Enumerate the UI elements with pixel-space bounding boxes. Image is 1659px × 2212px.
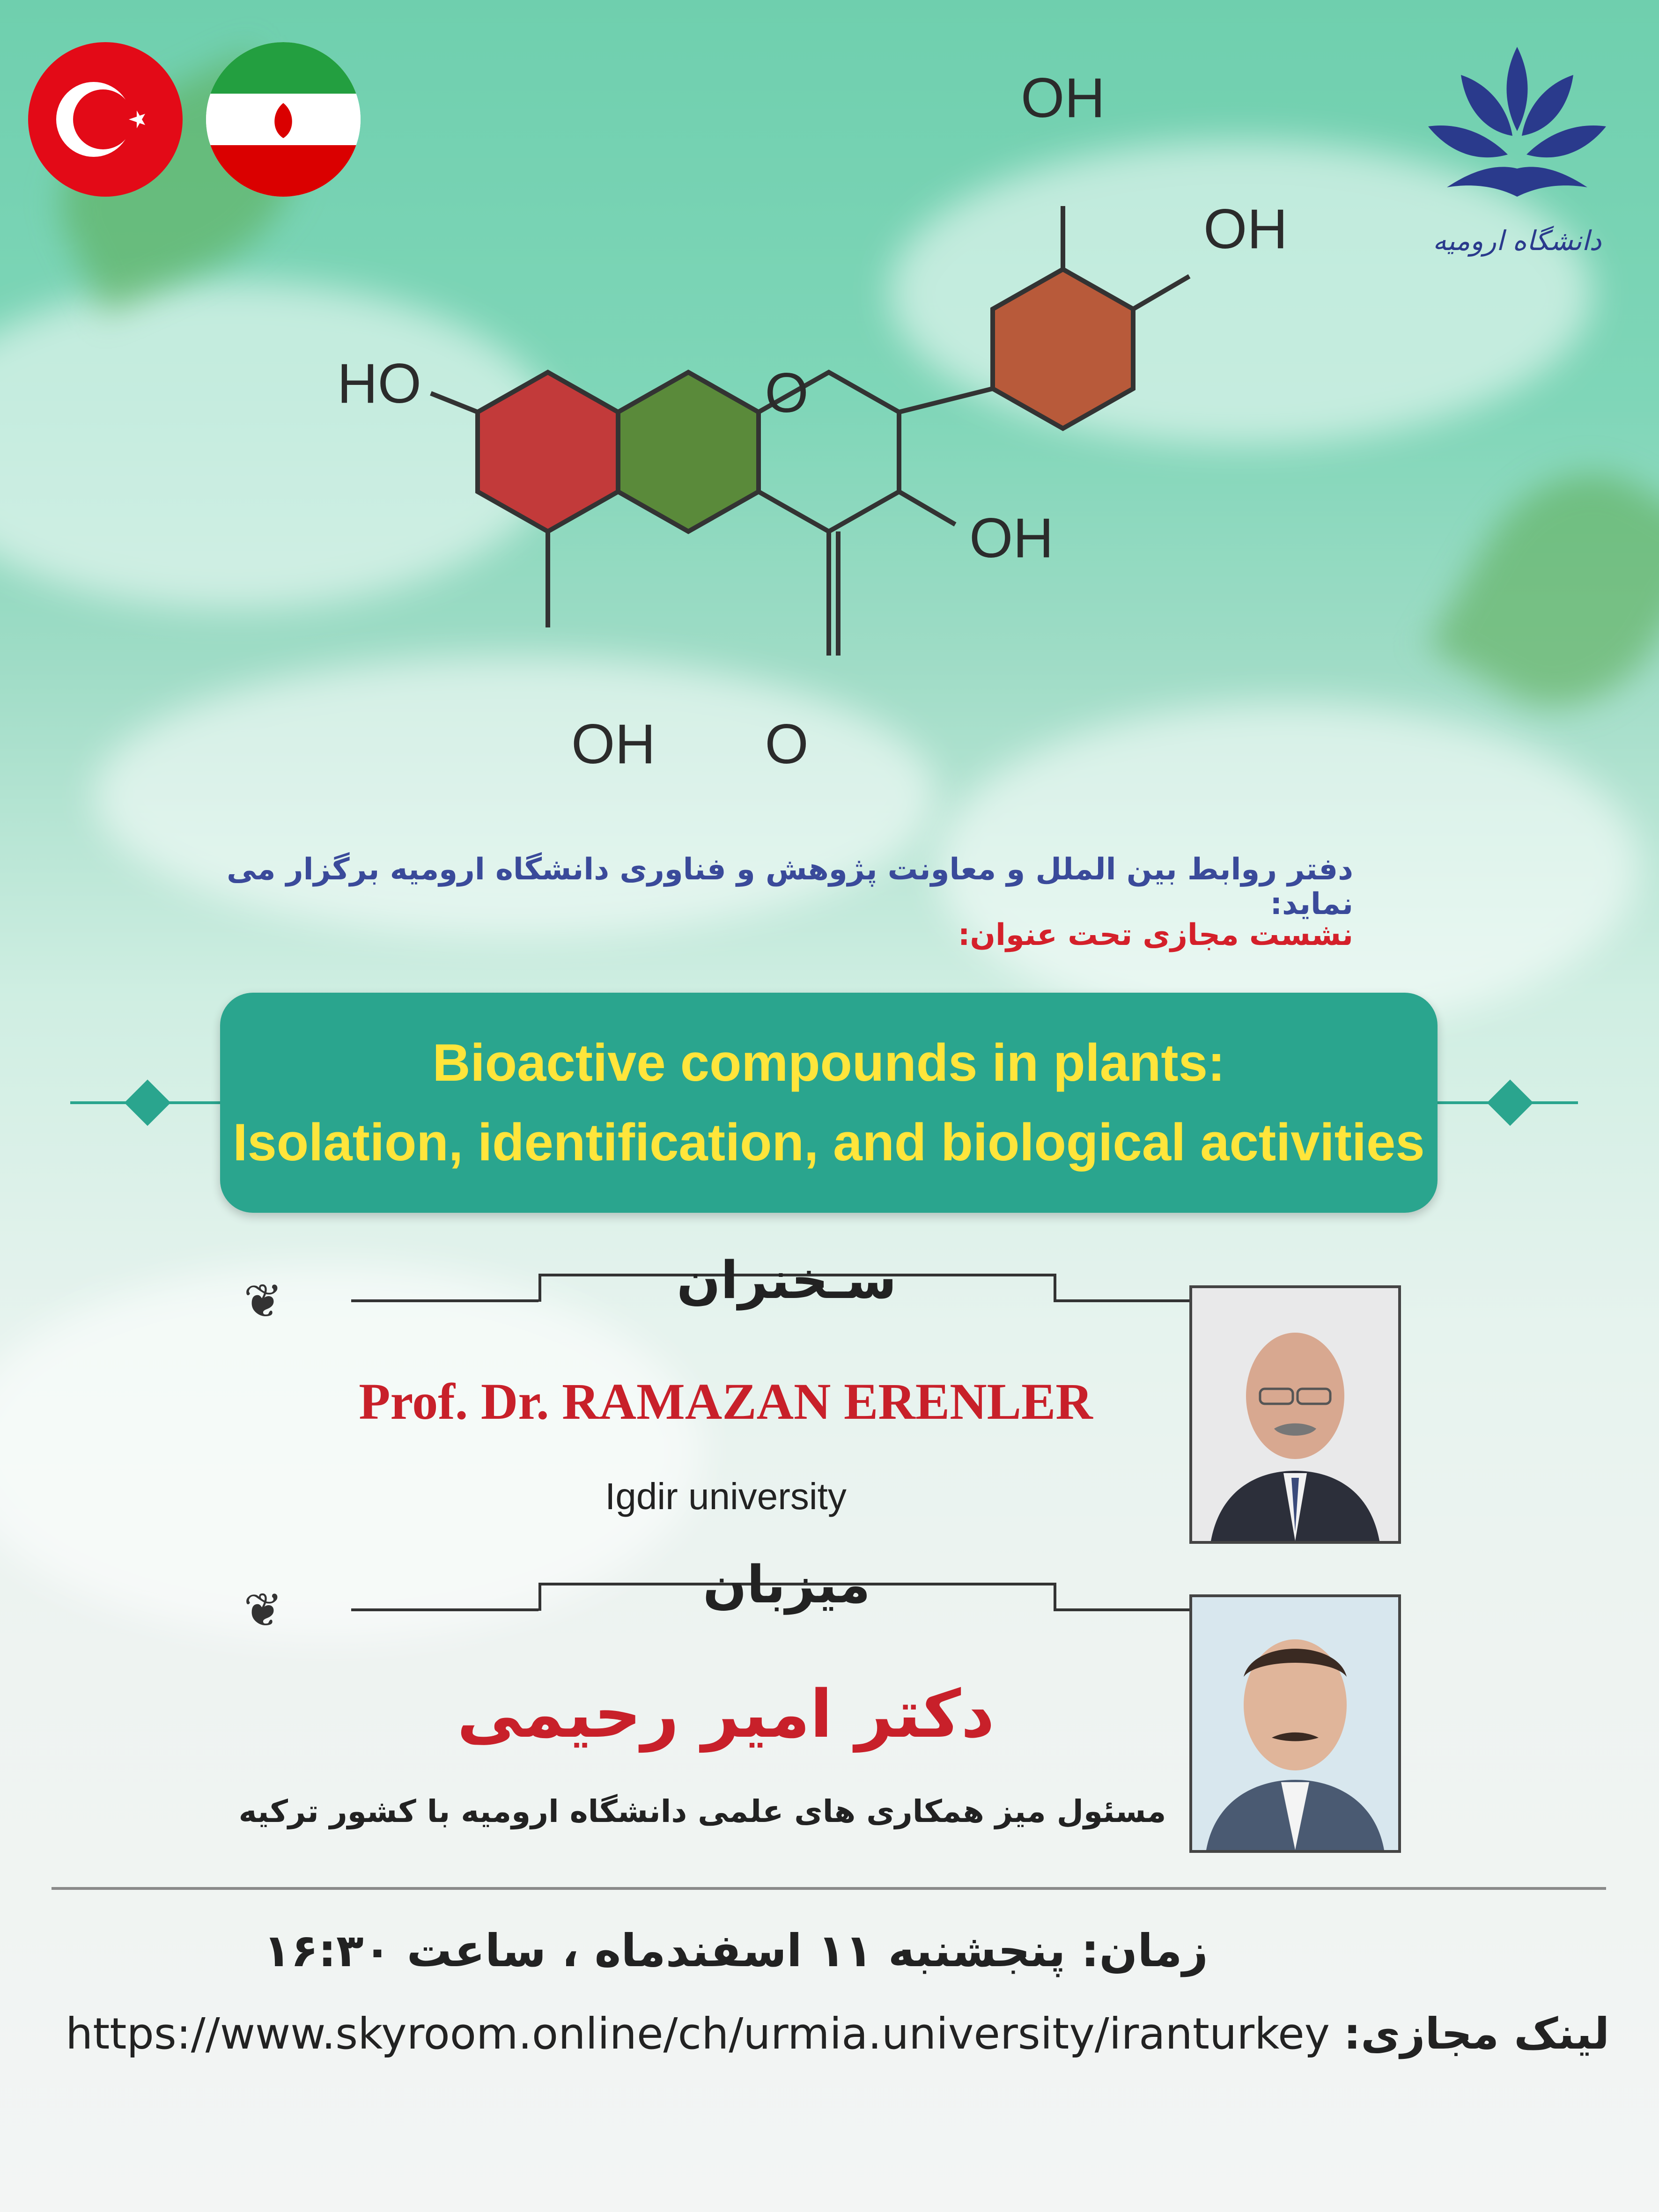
urmia-university-logo-icon [1419, 37, 1615, 281]
scroll-ornament-icon: ❦ [243, 1274, 283, 1328]
ketone-oxygen-label: O [765, 713, 809, 775]
link-url[interactable]: https://www.skyroom.online/ch/urmia.university/iranturkey [66, 2009, 1330, 2059]
frame-line [351, 1299, 538, 1302]
host-photo [1189, 1594, 1401, 1853]
divider [52, 1887, 1606, 1890]
link-label: :لینک مجازی [1343, 2009, 1610, 2059]
frame-tick [538, 1274, 541, 1302]
event-time: زمان: پنجشنبه ۱۱ اسفندماه ، ساعت ۱۶:۳۰ [263, 1924, 1208, 1977]
title-line-1: Bioactive compounds in plants: [432, 1033, 1225, 1092]
title-line-2: Isolation, identification, and biological activities [233, 1113, 1425, 1172]
speaker-name: Prof. Dr. RAMAZAN ERENLER [359, 1373, 1093, 1430]
speaker-heading: سـخنران [677, 1250, 897, 1310]
session-label: نشست مجازی تحت عنوان: [958, 918, 1353, 952]
host-role: مسئول میز همکاری های علمی دانشگاه ارومیه با کشور ترکیه [238, 1793, 1166, 1829]
title-banner [220, 993, 1438, 1213]
oh-label: OH [1021, 66, 1105, 129]
organizer-text: دفتر روابط بین الملل و معاونت پژوهش و فناوری دانشگاه ارومیه برگزار می نماید: [227, 852, 1353, 922]
frame-tick [538, 1583, 541, 1611]
oh-label: OH [969, 507, 1054, 569]
ho-label: HO [337, 352, 421, 415]
link-row [66, 2009, 1610, 2059]
speaker-affiliation: Igdir university [605, 1475, 847, 1517]
oh-label: OH [1203, 198, 1288, 260]
speaker-photo [1189, 1285, 1401, 1544]
scroll-ornament-icon: ❦ [243, 1583, 283, 1637]
flavonoid-structure-diagram [290, 66, 1414, 796]
frame-tick [1054, 1583, 1056, 1611]
oh-label: OH [571, 713, 656, 775]
session-title [220, 1023, 1438, 1182]
frame-line [351, 1608, 538, 1611]
turkey-flag-icon [28, 42, 183, 197]
host-name: دکتر امیر رحیمی [457, 1676, 995, 1753]
ring-oxygen-label: O [765, 361, 809, 424]
host-heading: میزبان [703, 1555, 870, 1615]
university-name: دانشگاه ارومیه [1432, 225, 1602, 257]
frame-tick [1054, 1274, 1056, 1302]
